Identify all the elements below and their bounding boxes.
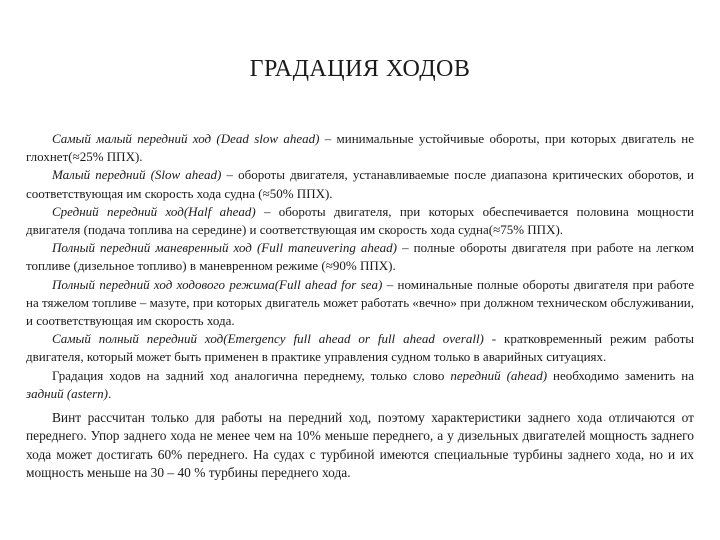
term: Средний передний ход(Half ahead) xyxy=(52,203,256,219)
term: передний (ahead) xyxy=(450,367,548,383)
definition: – обороты двигателя, при которых обеспечивается половина мощности двигателя (подача топлива на середине) и соответствующая им скорость хода судна(≈75% ППХ). xyxy=(26,203,695,238)
paragraph-half-ahead xyxy=(26,203,694,239)
paragraph-full-maneuvering-ahead xyxy=(26,239,694,275)
definition: – полные обороты двигателя при работе на легком топливе (дизельное топливо) в маневренном режиме (≈90% ППХ). xyxy=(26,240,694,274)
paragraph-propeller: Винт рассчитан только для работы на передний ход, поэтому характеристики заднего хода отличаются от переднего. Упор заднего хода не менее чем на 10% меньше переднего, а у дизельных двигателей мощность заднего хода может достигать 60% переднего. На судах с турбиной имеются специальные турбины заднего хода, но и их мощность меньше на 30 – 40 % турбины переднего хода. xyxy=(26,410,694,481)
paragraph-reverse xyxy=(26,367,694,403)
term: Самый полный передний ход(Emergency full ahead or full ahead overall) xyxy=(52,331,484,347)
body-text xyxy=(26,130,694,483)
definition: - кратковременный режим работы двигателя, который может быть применен в практике управления судном только в аварийных ситуациях. xyxy=(26,331,694,365)
reverse-text: Градация ходов на задний ход аналогична переднему, только слово xyxy=(52,367,451,383)
definition: – минимальные устойчивые обороты, при которых двигатель не глохнет(≈25% ППХ). xyxy=(26,131,694,165)
term: задний (astern) xyxy=(26,385,109,401)
term: Малый передний (Slow ahead) xyxy=(52,167,222,183)
term: Полный передний маневренный ход (Full maneuvering ahead) xyxy=(52,240,398,256)
paragraph-emergency-full-ahead xyxy=(26,330,694,366)
term: Полный передний ход ходового режима(Full ahead for sea) xyxy=(52,276,383,292)
definition: – обороты двигателя, устанавливаемые после диапазона критических оборотов, и соответствующая им скорость хода судна (≈50% ППХ). xyxy=(26,167,694,201)
paragraph-full-ahead-for-sea xyxy=(26,276,694,331)
term: Самый малый передний ход (Dead slow ahead) xyxy=(52,131,320,146)
reverse-text: необходимо заменить на xyxy=(547,367,695,383)
paragraph-dead-slow-ahead xyxy=(26,130,694,166)
page-title: ГРАДАЦИЯ ХОДОВ xyxy=(249,56,471,82)
definition: – номинальные полные обороты двигателя при работе на тяжелом топливе – мазуте, при которых двигатель может работать «вечно» при должном техническом обслуживании, и соответствующая им скорость хода. xyxy=(26,276,694,329)
paragraph-slow-ahead xyxy=(26,166,694,202)
reverse-text: . xyxy=(108,385,112,401)
